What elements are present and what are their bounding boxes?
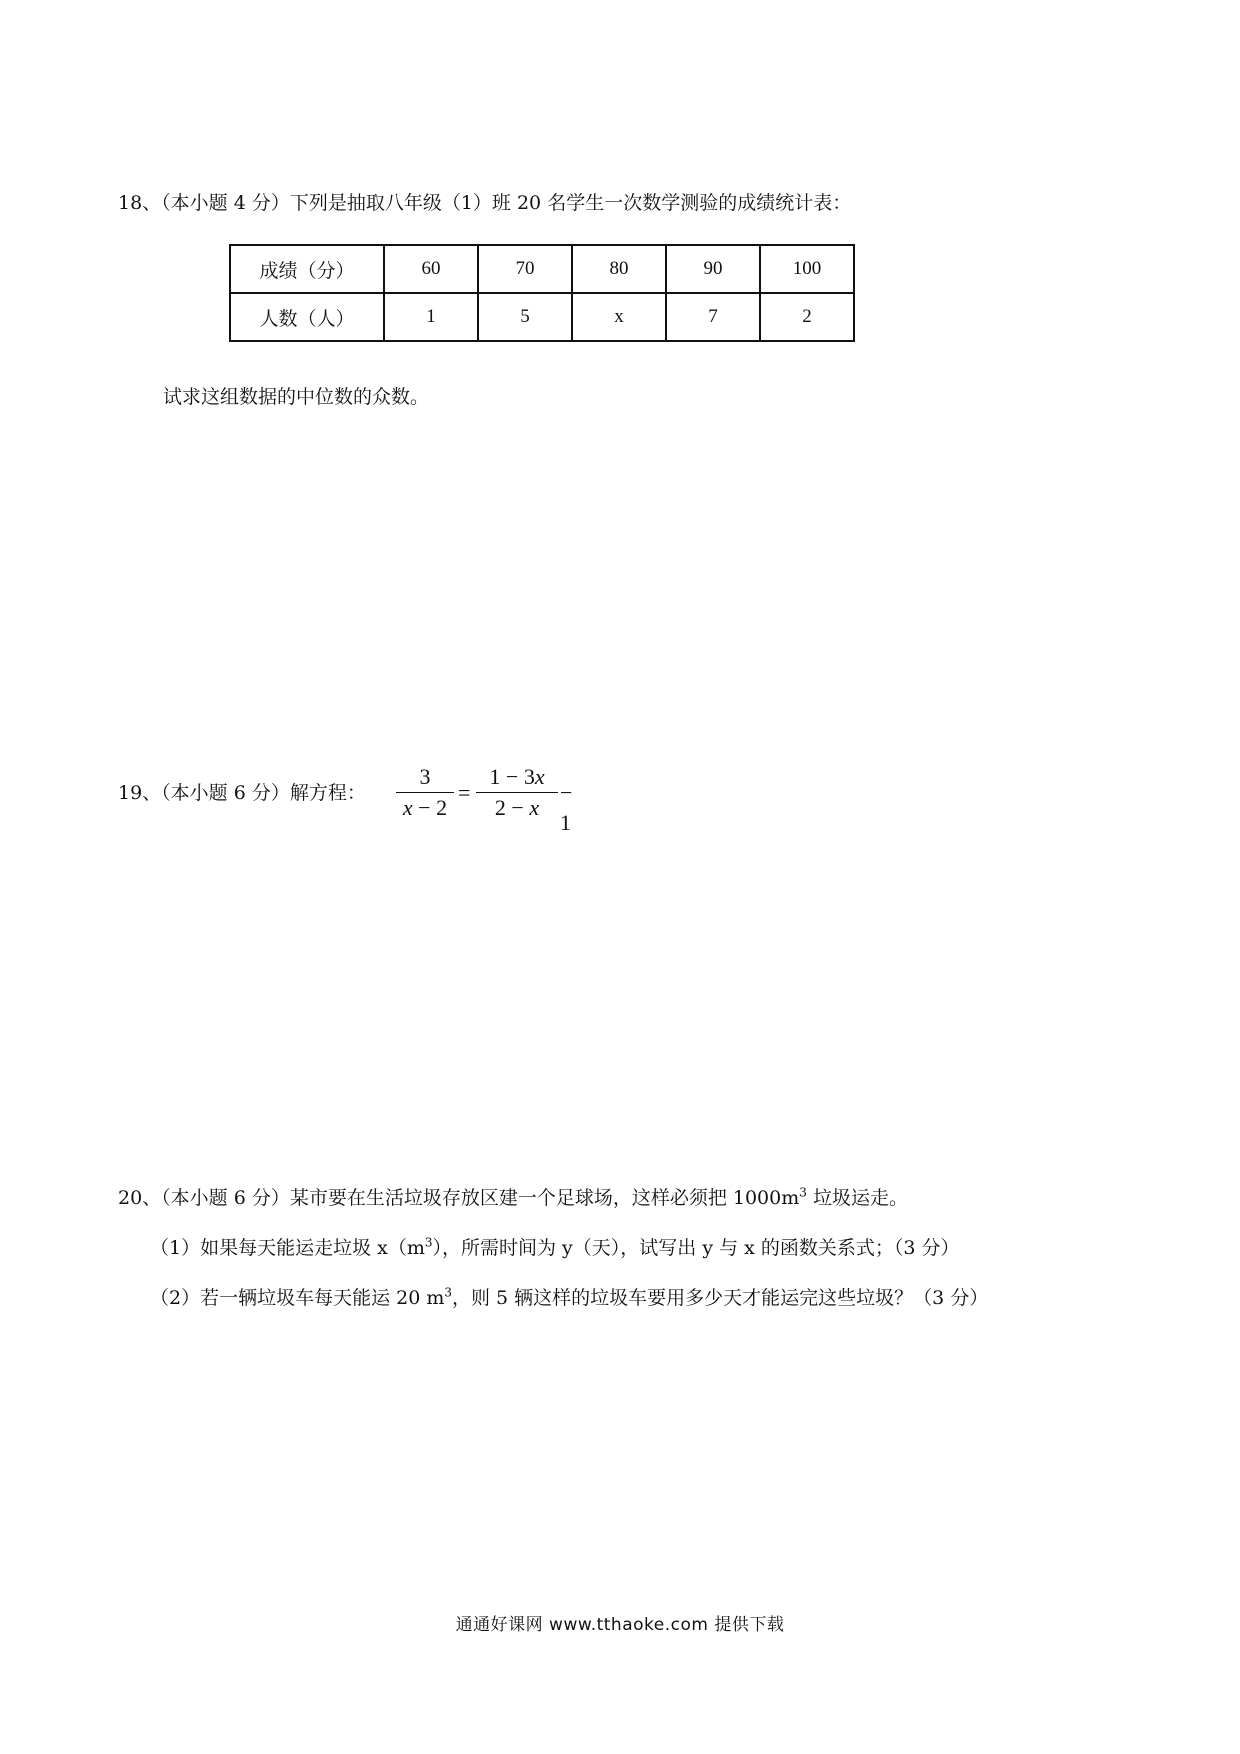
question-18-ask: 试求这组数据的中位数的众数。 xyxy=(163,386,430,408)
count-cell: 5 xyxy=(478,293,572,341)
count-row xyxy=(230,293,854,341)
question-18-prompt: 18、（本小题 4 分）下列是抽取八年级（1）班 20 名学生一次数学测验的成绩统计表： xyxy=(118,192,852,214)
rhs-denominator: 2 − x xyxy=(494,795,540,820)
equals-sign: = xyxy=(458,780,471,805)
rhs-numerator: 1 − 3x xyxy=(489,764,545,789)
score-cell: 80 xyxy=(572,245,666,293)
lhs-numerator: 3 xyxy=(419,764,431,789)
question-20-part-1: （1）如果每天能运走垃圾 $x(m^3)$，所需时间为 y（天），试写出 y 与 x 的函数关系式；（3 分） xyxy=(150,1235,960,1259)
rhs-fraction xyxy=(476,762,558,823)
question-20-part-2: （2）若一辆垃圾车每天能运 20 $m^3$，则 5 辆这样的垃圾车要用多少天才能运完这些垃圾？（3 分） xyxy=(150,1285,989,1309)
score-row xyxy=(230,245,854,293)
lhs-denominator: x − 2 xyxy=(402,795,448,820)
score-row-label: 成绩（分） xyxy=(230,245,384,293)
score-table xyxy=(229,244,855,342)
score-cell: 90 xyxy=(666,245,760,293)
question-19-prompt: 19、（本小题 6 分）解方程： xyxy=(118,782,366,804)
count-cell: 7 xyxy=(666,293,760,341)
lhs-fraction xyxy=(396,762,454,823)
page-footer: 通通好课网 www.tthaoke.com 提供下载 xyxy=(455,1615,785,1635)
score-cell: 100 xyxy=(760,245,854,293)
score-cell: 70 xyxy=(478,245,572,293)
minus-one: − 1 xyxy=(560,780,573,835)
count-cell: 2 xyxy=(760,293,854,341)
count-cell: x xyxy=(572,293,666,341)
question-20-prompt: 20、（本小题 6 分）某市要在生活垃圾存放区建一个足球场，这样必须把 $1000m^3$ 垃圾运走。 xyxy=(118,1185,908,1209)
count-row-label: 人数（人） xyxy=(230,293,384,341)
score-cell: 60 xyxy=(384,245,478,293)
count-cell: 1 xyxy=(384,293,478,341)
